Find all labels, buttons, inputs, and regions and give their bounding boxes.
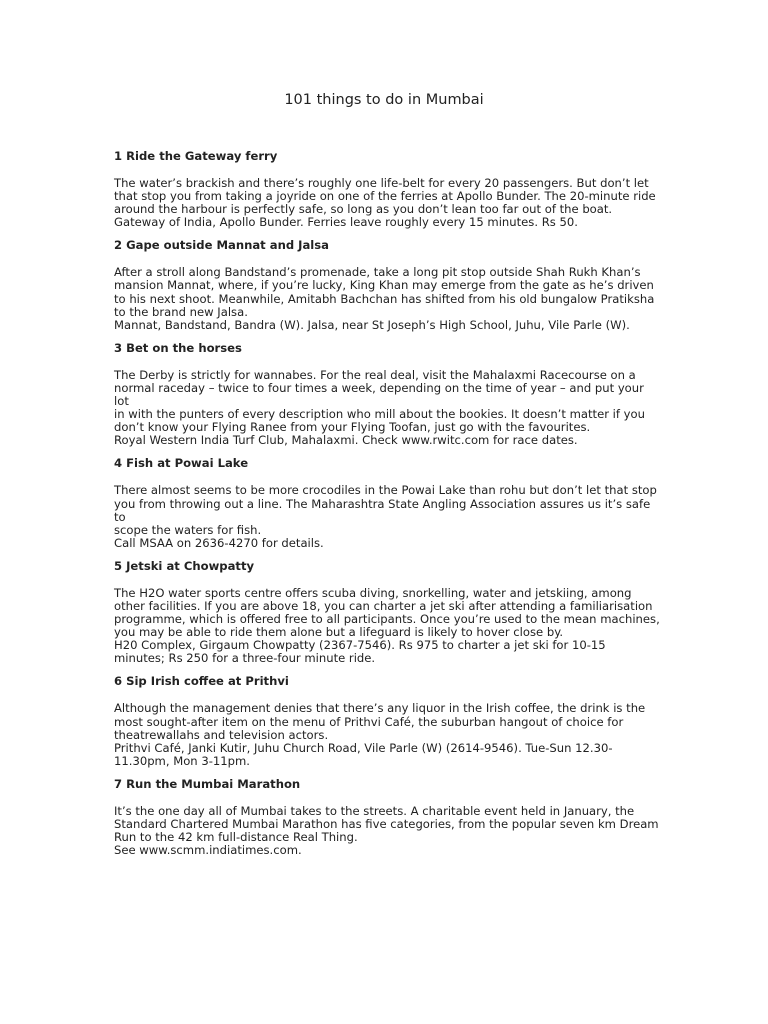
section-text: The Derby is strictly for wannabes. For the real deal, visit the Mahalaxmi Racecourse on a normal raceday – twice to four times a week, depending on the time of year – and put your lot in with the punters of every description who mill about the bookies. It doesn’t matter if you don’t know your Flying Ranee from your Flying Toofan, just go with the favourites. Royal Western India Turf Club, Mahalaxmi. Check www.rwitc.com for race dates. (114, 367, 645, 448)
section-5 (114, 559, 662, 666)
section-heading: 7 Run the Mumbai Marathon (114, 776, 301, 791)
section-heading: 2 Gape outside Mannat and Jalsa (114, 238, 329, 253)
section-text: Although the management denies that there’s any liquor in the Irish coffee, the drink is the most sought-after item on the menu of Prithvi Café, the suburban hangout of choice for theatrewallahs and television actors. Prithvi Café, Janki Kutir, Juhu Church Road, Vile Parle (W) (2614-9546). Tue-Sun 12.30- 11.30pm, Mon 3-11pm. (114, 701, 646, 768)
section-text: It’s the one day all of Mumbai takes to the streets. A charitable event held in January, the Standard Chartered Mumbai Marathon has five categories, from the popular seven km Dream Run to the 42 km full-distance Real Thing. See www.scmm.indiatimes.com. (114, 803, 659, 858)
section-heading: 1 Ride the Gateway ferry (114, 149, 278, 163)
section-text: The water’s brackish and there’s roughly one life-belt for every 20 passengers. But don’t let that stop you from taking a joyride on one of the ferries at Apollo Bunder. The 20-minute ride around the harbour is perfectly safe, so long as you don’t lean too far out of the boat. Gateway of India, Apollo Bunder. Ferries leave roughly every 15 minutes. Rs 50. (114, 176, 656, 230)
section-4 (114, 456, 662, 549)
section-text: After a stroll along Bandstand’s promenade, take a long pit stop outside Shah Rukh Khan’s mansion Mannat, where, if you’re lucky, King Khan may emerge from the gate as he’s driven to his next shoot. Meanwhile, Amitabh Bachchan has shifted from his old bungalow Pratiksha to the brand new Jalsa. Mannat, Bandstand, Bandra (W). Jalsa, near St Joseph’s High School, Juhu, Vile Parle (W). (114, 265, 655, 332)
section-heading: 3 Bet on the horses (114, 340, 242, 355)
article-body (114, 149, 662, 857)
section-heading: 5 Jetski at Chowpatty (114, 558, 255, 573)
section-text: The H2O water sports centre offers scuba diving, snorkelling, water and jetskiing, among other facilities. If you are above 18, you can charter a jet ski after attending a familiarisation programme, which is offered free to all participants. Once you’re used to the mean machines, you may be able to ride them alone but a lifeguard is likely to hover close by. H20 Complex, Girgaum Chowpatty (2367-7546). Rs 975 to charter a jet ski for 10-15 minutes; Rs 250 for a three-four minute ride. (114, 585, 660, 666)
page-title: 101 things to do in Mumbai (284, 92, 484, 108)
section-heading: 6 Sip Irish coffee at Prithvi (114, 674, 289, 689)
section-1 (114, 149, 662, 229)
section-heading: 4 Fish at Powai Lake (114, 456, 249, 471)
section-7 (114, 777, 662, 857)
section-2 (114, 238, 662, 331)
section-6 (114, 674, 662, 767)
section-text: There almost seems to be more crocodiles in the Powai Lake than rohu but don’t let that stop you from throwing out a line. The Maharashtra State Angling Association assures us it’s safe to scope the waters for fish. Call MSAA on 2636-4270 for details. (114, 483, 657, 550)
section-3 (114, 341, 662, 448)
